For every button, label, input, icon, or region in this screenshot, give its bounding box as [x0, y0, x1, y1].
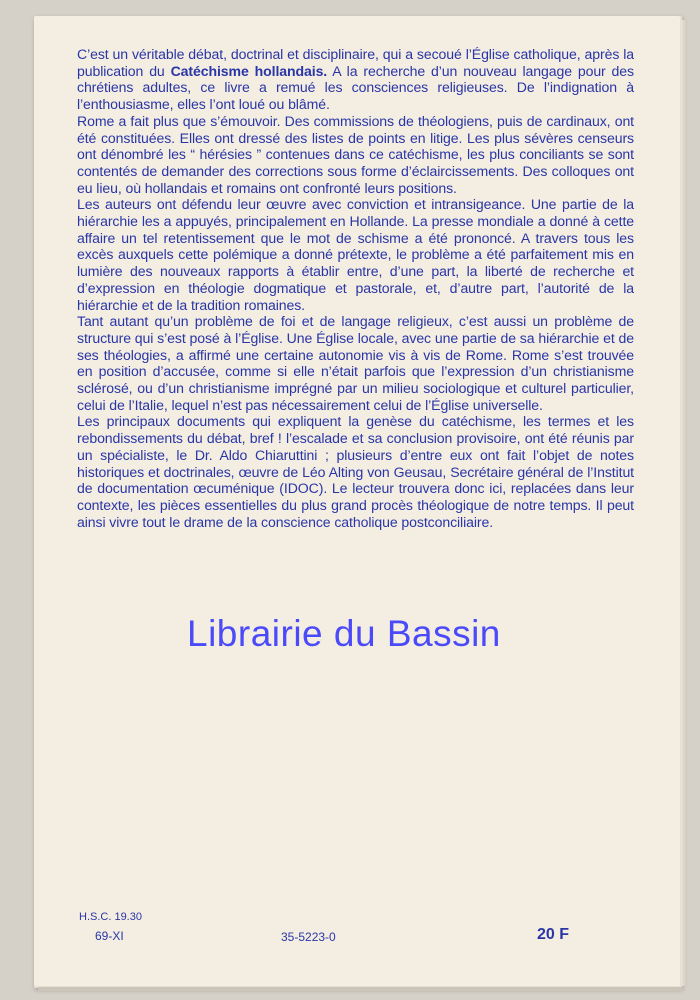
paragraph-2: Rome a fait plus que s’émouvoir. Des commissions de théologiens, puis de cardinaux, ont été constituées. Elles ont dressé des listes de points en litige. Les plus sévères censeurs ont dénombré les “ hérésies ” contenues dans ce catéchisme, les plus conciliants se sont contentés de demander des corrections sous forme d’éclaircissements. Des colloques ont eu lieu, où hollandais et romains ont confronté leurs positions. [77, 112, 634, 196]
paragraph-4: Tant autant qu’un problème de foi et de langage religieux, c’est aussi un problème de structure qui s’est posé à l’Église. Une Église locale, avec une partie de sa hiérarchie et de ses théologies, a affirmé une certaine autonomie vis à vis de Rome. Rome s’est trouvée en position d’accusée, comme si elle n’était parfois que l’expression d’un christianisme sclérosé, ou d’un christianisme imprégné par un milieu sociologique et culturel particulier, celui de l’Italie, lequel n’est pas nécessairement celui de l’Église universelle. [77, 313, 634, 413]
book-bottom-edge [38, 987, 684, 991]
paragraph-1-end: A la recherche d’un nouveau langage pour des chrétiens adultes, ce livre a remué les consciences religieuses. De l’indignation à l’enthousiasme, elles l’ont loué ou blâmé. [77, 62, 634, 113]
footer-price: 20 F [537, 926, 570, 943]
book-page-edge [681, 20, 687, 986]
footer-edition: 69-XI [95, 929, 124, 943]
paragraph-5: Les principaux documents qui expliquent la genèse du catéchisme, les termes et les rebondissements du débat, bref ! l’escalade et sa conclusion provisoire, ont été réunis par un spécialiste, le Dr. Aldo Chiaruttini ; plusieurs d’entre eux ont fait l’objet de notes historiques et doctrinales, œuvre de Léo Alting von Geusau, Secrétaire général de l’Institut de documentation œcuménique (IDOC). Le lecteur trouvera donc ici, replacées dans leur contexte, les pièces essentielles du plus grand procès théologique de notre temps. Il peut ainsi vivre tout le drame de la conscience catholique postconciliaire. [77, 413, 634, 530]
paragraph-3: Les auteurs ont défendu leur œuvre avec conviction et intransigeance. Une partie de la hiérarchie les a appuyés, principalement en Hollande. La presse mondiale a donné à cette affaire un tel retentissement que le mot de schisme a été prononcé. A travers tous les excès auxquels cette polémique a donné prétexte, le problème a été parfaitement mis en lumière des nouveaux rapports à établir entre, d’une part, la liberté de recherche et d’expression en théologie dogmatique et pastorale, et, d’autre part, l’autorité de la hiérarchie et de la tradition romaines. [77, 196, 634, 313]
paragraph-1 [77, 46, 634, 113]
watermark: Librairie du Bassin [187, 613, 501, 654]
footer-code: 35-5223-0 [281, 930, 336, 944]
footer-hsc: H.S.C. 19.30 [79, 911, 142, 923]
paragraph-1-start: C’est un véritable débat, doctrinal et disciplinaire, qui a secoué l’Église catholique, après la publication du [77, 46, 634, 79]
blurb-text [77, 46, 634, 530]
book-title-bold: Catéchisme hollandais. [170, 62, 328, 79]
